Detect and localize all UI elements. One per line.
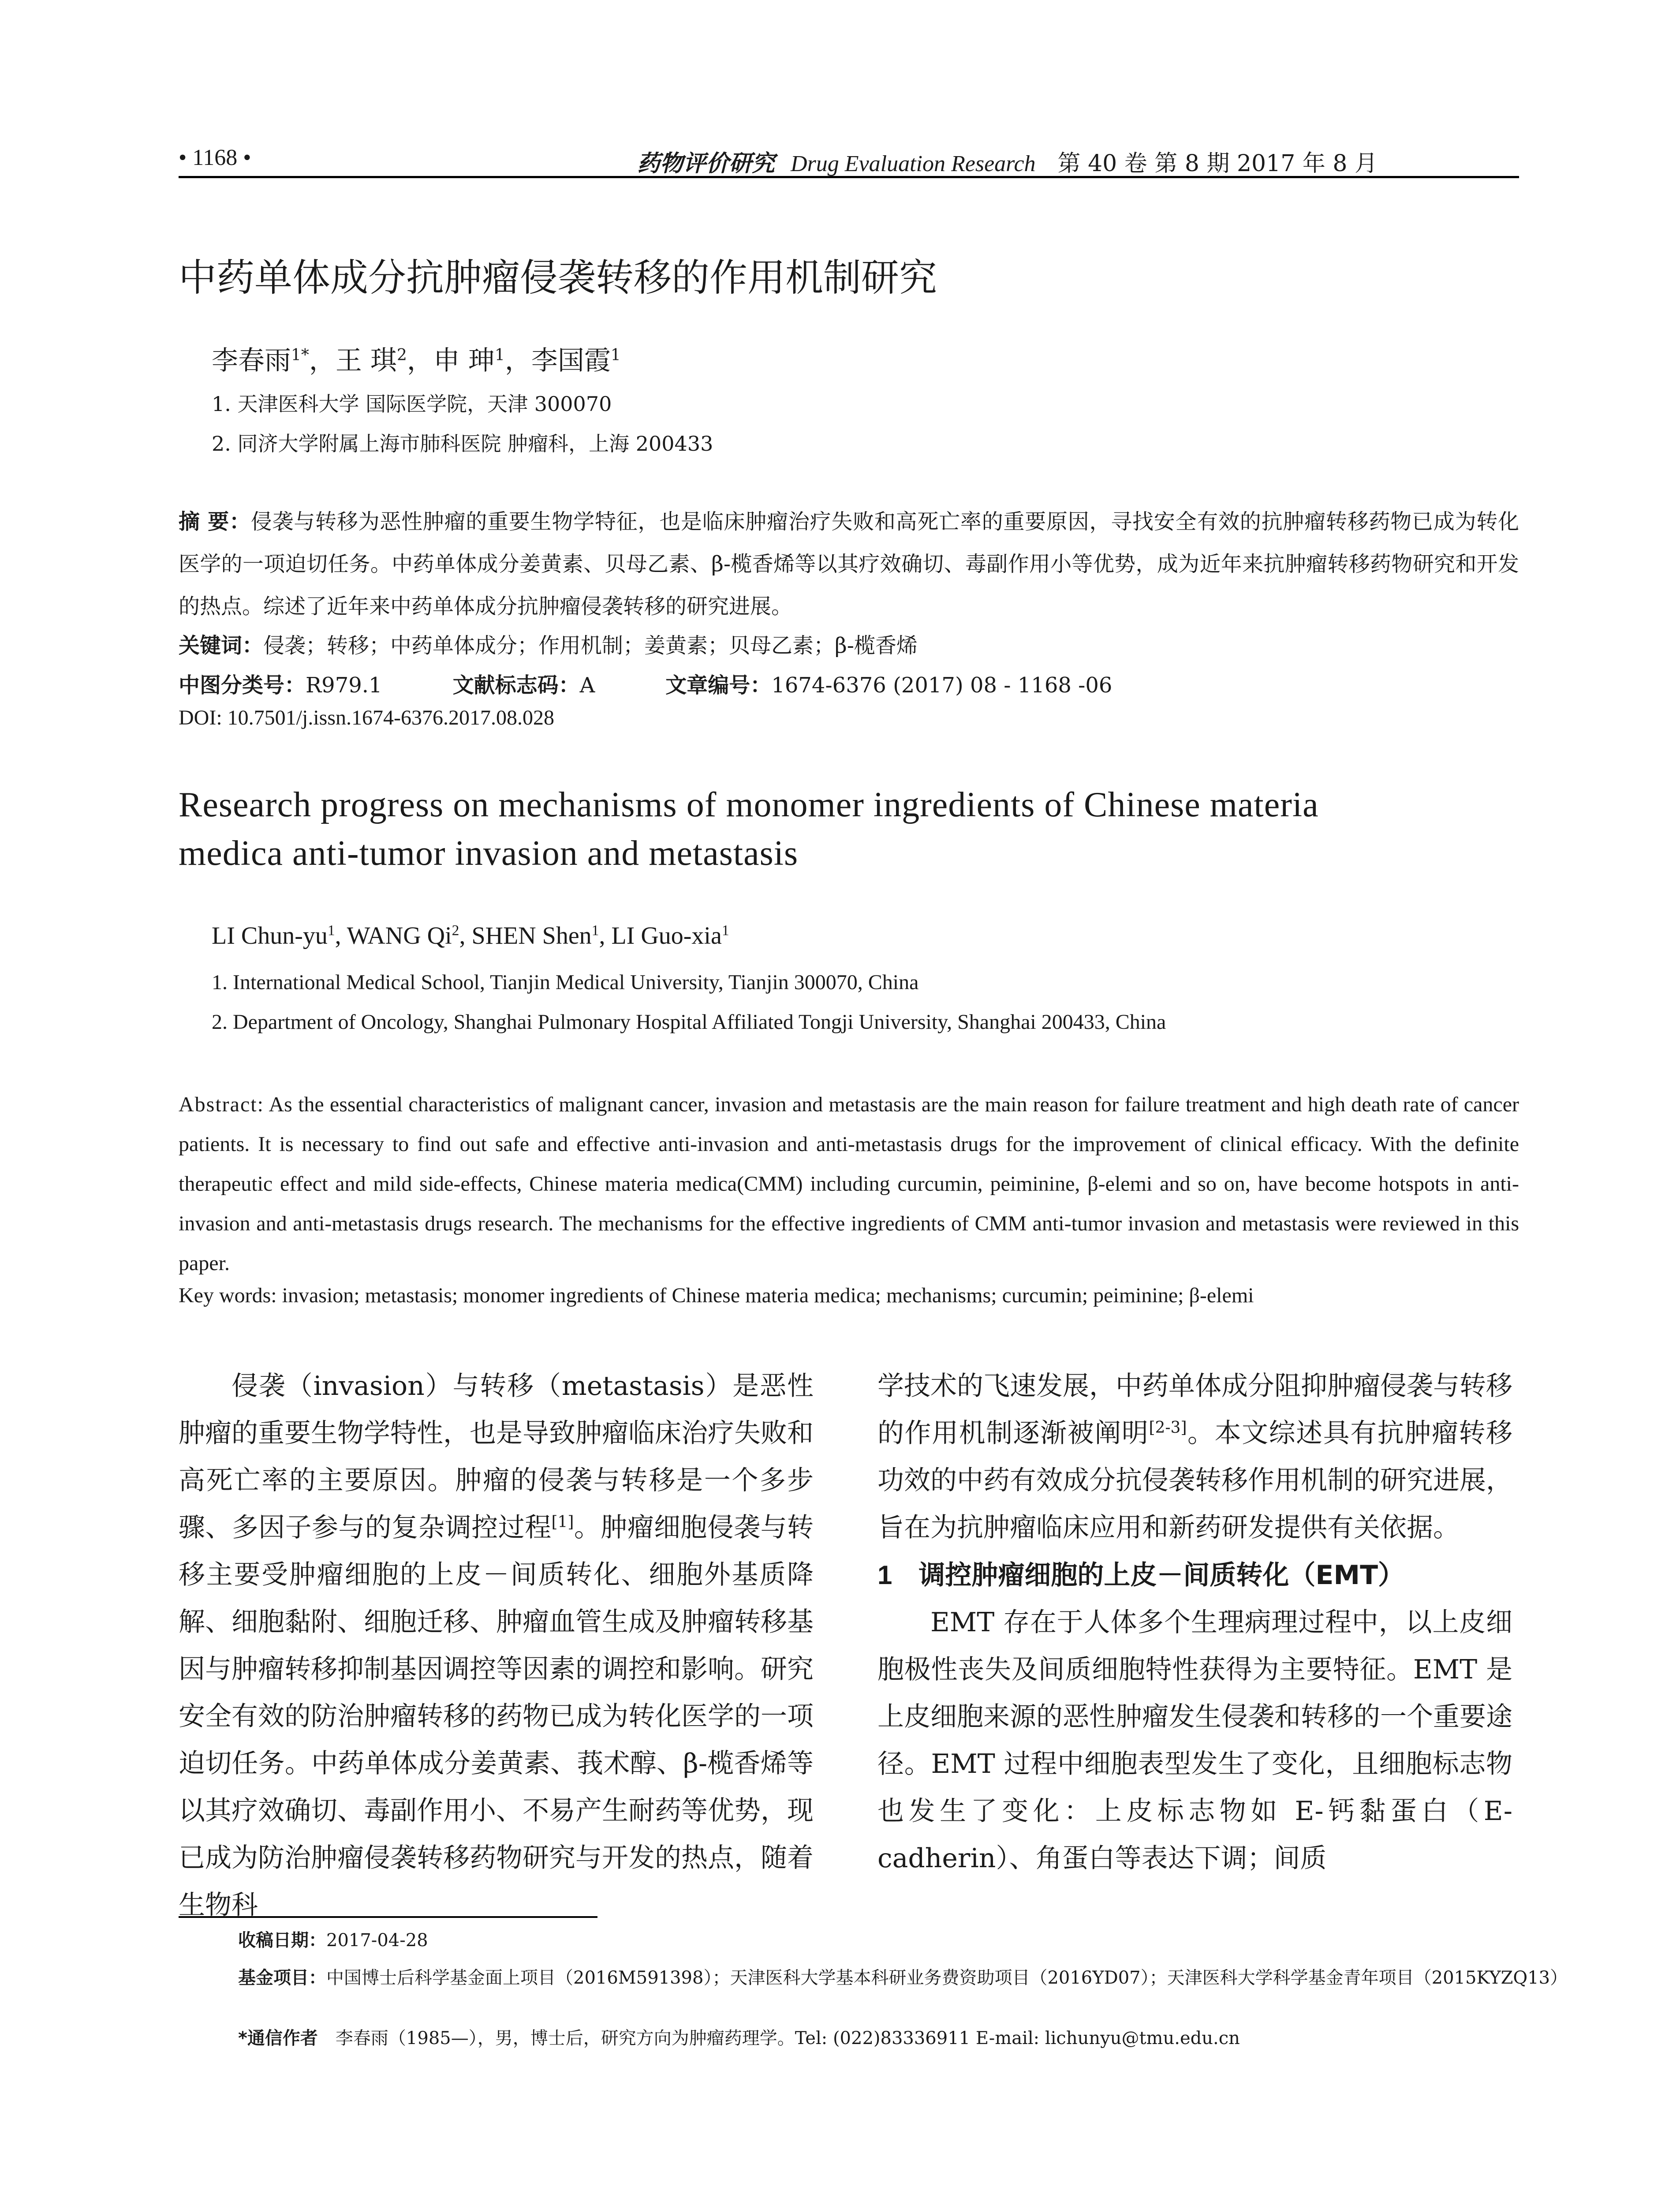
affiliation-cn: 1. 天津医科大学 国际医学院，天津 300070 bbox=[212, 392, 612, 416]
body-column-right bbox=[877, 1363, 1512, 1882]
author-name: LI Guo-xia bbox=[611, 922, 722, 949]
author-name: WANG Qi bbox=[347, 922, 452, 949]
affiliation-en: 2. Department of Oncology, Shanghai Pulmonary Hospital Affiliated Tongji University, Shanghai 200433, China bbox=[212, 1010, 1166, 1034]
author-name: LI Chun-yu bbox=[212, 922, 328, 949]
keywords-en bbox=[179, 1283, 1519, 1308]
author-name: 王 琪 bbox=[335, 345, 397, 376]
section-number: 1 bbox=[877, 1560, 892, 1590]
title-en-line: Research progress on mechanisms of monomer ingredients of Chinese materia bbox=[179, 785, 1319, 824]
keywords-en-text: invasion; metastasis; monomer ingredients of Chinese materia medica; mechanisms; curcumin; peiminine; β-elemi bbox=[276, 1284, 1254, 1307]
author-name: 李国霞 bbox=[531, 345, 611, 376]
body-paragraph bbox=[877, 1363, 1512, 1551]
abstract-cn bbox=[179, 501, 1519, 628]
author-affil-mark: 1 bbox=[721, 922, 729, 939]
body-column-left bbox=[179, 1363, 814, 1929]
author-name: 李春雨 bbox=[212, 345, 291, 376]
author-name: SHEN Shen bbox=[471, 922, 592, 949]
author-affil-mark: 1* bbox=[291, 346, 309, 364]
body-text: 。本文综述具有抗肿瘤转移功效的中药有效成分抗侵袭转移作用机制的研究进展，旨在为抗肿瘤临床应用和新药研发提供有关依据。 bbox=[877, 1418, 1513, 1543]
issue-info: 第 40 卷 第 8 期 2017 年 8 月 bbox=[1057, 150, 1378, 177]
keywords-cn-label: 关键词： bbox=[179, 633, 264, 658]
title-en-line: medica anti-tumor invasion and metastasis bbox=[179, 834, 799, 873]
keywords-cn bbox=[179, 628, 918, 659]
abstract-en bbox=[179, 1085, 1519, 1283]
doc-code-value: A bbox=[579, 673, 595, 698]
page-number: • 1168 • bbox=[179, 145, 251, 170]
fund-text: 中国博士后科学基金面上项目（2016M591398）；天津医科大学基本科研业务费资助项目（2016YD07）；天津医科大学科学基金青年项目（2015KYZQ13） bbox=[326, 1968, 1568, 1988]
authors-cn bbox=[212, 340, 621, 377]
author-name: 申 珅 bbox=[433, 345, 495, 376]
author-affil-mark: 1 bbox=[494, 346, 505, 364]
footnote-rule bbox=[179, 1916, 597, 1918]
author-affil-mark: 2 bbox=[396, 346, 407, 364]
corr-text: 李春雨（1985—），男，博士后，研究方向为肿瘤药理学。Tel: (022)83336911 E-mail: lichunyu@tmu.edu.cn bbox=[335, 2028, 1240, 2048]
fund-label: 基金项目： bbox=[238, 1968, 326, 1988]
doc-code-label: 文献标志码： bbox=[452, 673, 580, 698]
footnote-fund bbox=[238, 1962, 1614, 1993]
author-sep: , bbox=[459, 922, 472, 949]
body-paragraph bbox=[179, 1363, 814, 1929]
section-title: 调控肿瘤细胞的上皮－间质转化（EMT） bbox=[918, 1560, 1404, 1591]
journal-logo: 药物评价研究 bbox=[637, 150, 775, 177]
abstract-cn-label: 摘 要： bbox=[179, 509, 251, 534]
abstract-en-label: Abstract: bbox=[179, 1093, 264, 1116]
received-date: 2017-04-28 bbox=[326, 1930, 428, 1951]
clc-label: 中图分类号： bbox=[179, 673, 306, 698]
classification-line bbox=[179, 668, 1112, 699]
author-affil-mark: 1 bbox=[327, 922, 335, 939]
running-header bbox=[179, 140, 1519, 178]
abstract-cn-text: 侵袭与转移为恶性肿瘤的重要生物学特征，也是临床肿瘤治疗失败和高死亡率的重要原因，寻找安全有效的抗肿瘤转移药物已成为转化医学的一项迫切任务。中药单体成分姜黄素、贝母乙素、β-榄香烯等以其疗效确切、毒副作用小等优势，成为近年来抗肿瘤转移药物研究和开发的热点。综述了近年来中药单体成分抗肿瘤侵袭转移的研究进展。 bbox=[179, 509, 1519, 619]
authors-en bbox=[212, 922, 729, 950]
citation-ref: [1] bbox=[551, 1513, 574, 1531]
author-sep: ， bbox=[504, 345, 531, 376]
article-no-value: 1674-6376 (2017) 08 - 1168 -06 bbox=[771, 673, 1113, 698]
journal-line bbox=[637, 145, 1378, 178]
affiliation-en: 1. International Medical School, Tianjin Medical University, Tianjin 300070, China bbox=[212, 971, 919, 994]
abstract-en-text: As the essential characteristics of malignant cancer, invasion and metastasis are the main reason for failure treatment and high death rate of cancer patients. It is necessary to find out safe and effective anti-invasion and anti-metastasis drugs for the improvement of clinical efficacy. With the definite therapeutic effect and mild side-effects, Chinese materia medica(CMM) including curcumin, peiminine, β-elemi and so on, have become hotspots in anti-invasion and anti-metastasis drugs research. The mechanisms for the effective ingredients of CMM anti-tumor invasion and metastasis were reviewed in this paper. bbox=[179, 1093, 1519, 1275]
body-text: 。肿瘤细胞侵袭与转移主要受肿瘤细胞的上皮－间质转化、细胞外基质降解、细胞黏附、细胞迁移、肿瘤血管生成及肿瘤转移基因与肿瘤转移抑制基因调控等因素的调控和影响。研究安全有效的防治肿瘤转移的药物已成为转化医学的一项迫切任务。中药单体成分姜黄素、莪术醇、β-榄香烯等以其疗效确切、毒副作用小、不易产生耐药等优势，现已成为防治肿瘤侵袭转移药物研究与开发的热点，随着生物科 bbox=[179, 1512, 814, 1921]
section-heading bbox=[877, 1551, 1512, 1599]
footnote-received bbox=[238, 1925, 1517, 1956]
article-no-label: 文章编号： bbox=[665, 673, 772, 698]
corr-label: *通信作者 bbox=[238, 2028, 318, 2048]
affiliation-cn: 2. 同济大学附属上海市肺科医院 肿瘤科，上海 200433 bbox=[212, 432, 713, 456]
author-sep: , bbox=[335, 922, 347, 949]
author-affil-mark: 1 bbox=[610, 346, 621, 364]
clc-value: R979.1 bbox=[306, 673, 382, 698]
title-cn: 中药单体成分抗肿瘤侵袭转移的作用机制研究 bbox=[179, 256, 937, 300]
author-affil-mark: 2 bbox=[452, 922, 459, 939]
citation-ref: [2-3] bbox=[1149, 1419, 1187, 1437]
author-sep: , bbox=[599, 922, 612, 949]
keywords-cn-text: 侵袭；转移；中药单体成分；作用机制；姜黄素；贝母乙素；β-榄香烯 bbox=[263, 633, 918, 658]
body-text: 侵袭（invasion）与转移（metastasis）是恶性肿瘤的重要生物学特性，也是导致肿瘤临床治疗失败和高死亡率的主要原因。肿瘤的侵袭与转移是一个多步骤、多因子参与的复杂调控过程 bbox=[179, 1371, 814, 1543]
footnote-corresponding bbox=[238, 2024, 1240, 2049]
author-affil-mark: 1 bbox=[591, 922, 599, 939]
title-en bbox=[179, 781, 1519, 878]
received-label: 收稿日期： bbox=[238, 1930, 326, 1951]
doi: DOI: 10.7501/j.issn.1674-6376.2017.08.028 bbox=[179, 706, 554, 729]
header-rule bbox=[179, 176, 1519, 178]
body-text: 学技术的飞速发展，中药单体成分阻抑肿瘤侵袭与转移的作用机制逐渐被阐明 bbox=[877, 1371, 1512, 1449]
keywords-en-label: Key words: bbox=[179, 1284, 277, 1307]
author-sep: ， bbox=[309, 345, 336, 376]
body-paragraph: EMT 存在于人体多个生理病理过程中，以上皮细胞极性丧失及间质细胞特性获得为主要特征。EMT 是上皮细胞来源的恶性肿瘤发生侵袭和转移的一个重要途径。EMT 过程中细胞表型发生了变化，且细胞标志物也发生了变化：上皮标志物如 E-钙黏蛋白（E-cadherin）、角蛋白等表达下调；间质 bbox=[877, 1607, 1512, 1874]
journal-name-en: Drug Evaluation Research bbox=[791, 151, 1036, 176]
author-sep: ， bbox=[407, 345, 433, 376]
